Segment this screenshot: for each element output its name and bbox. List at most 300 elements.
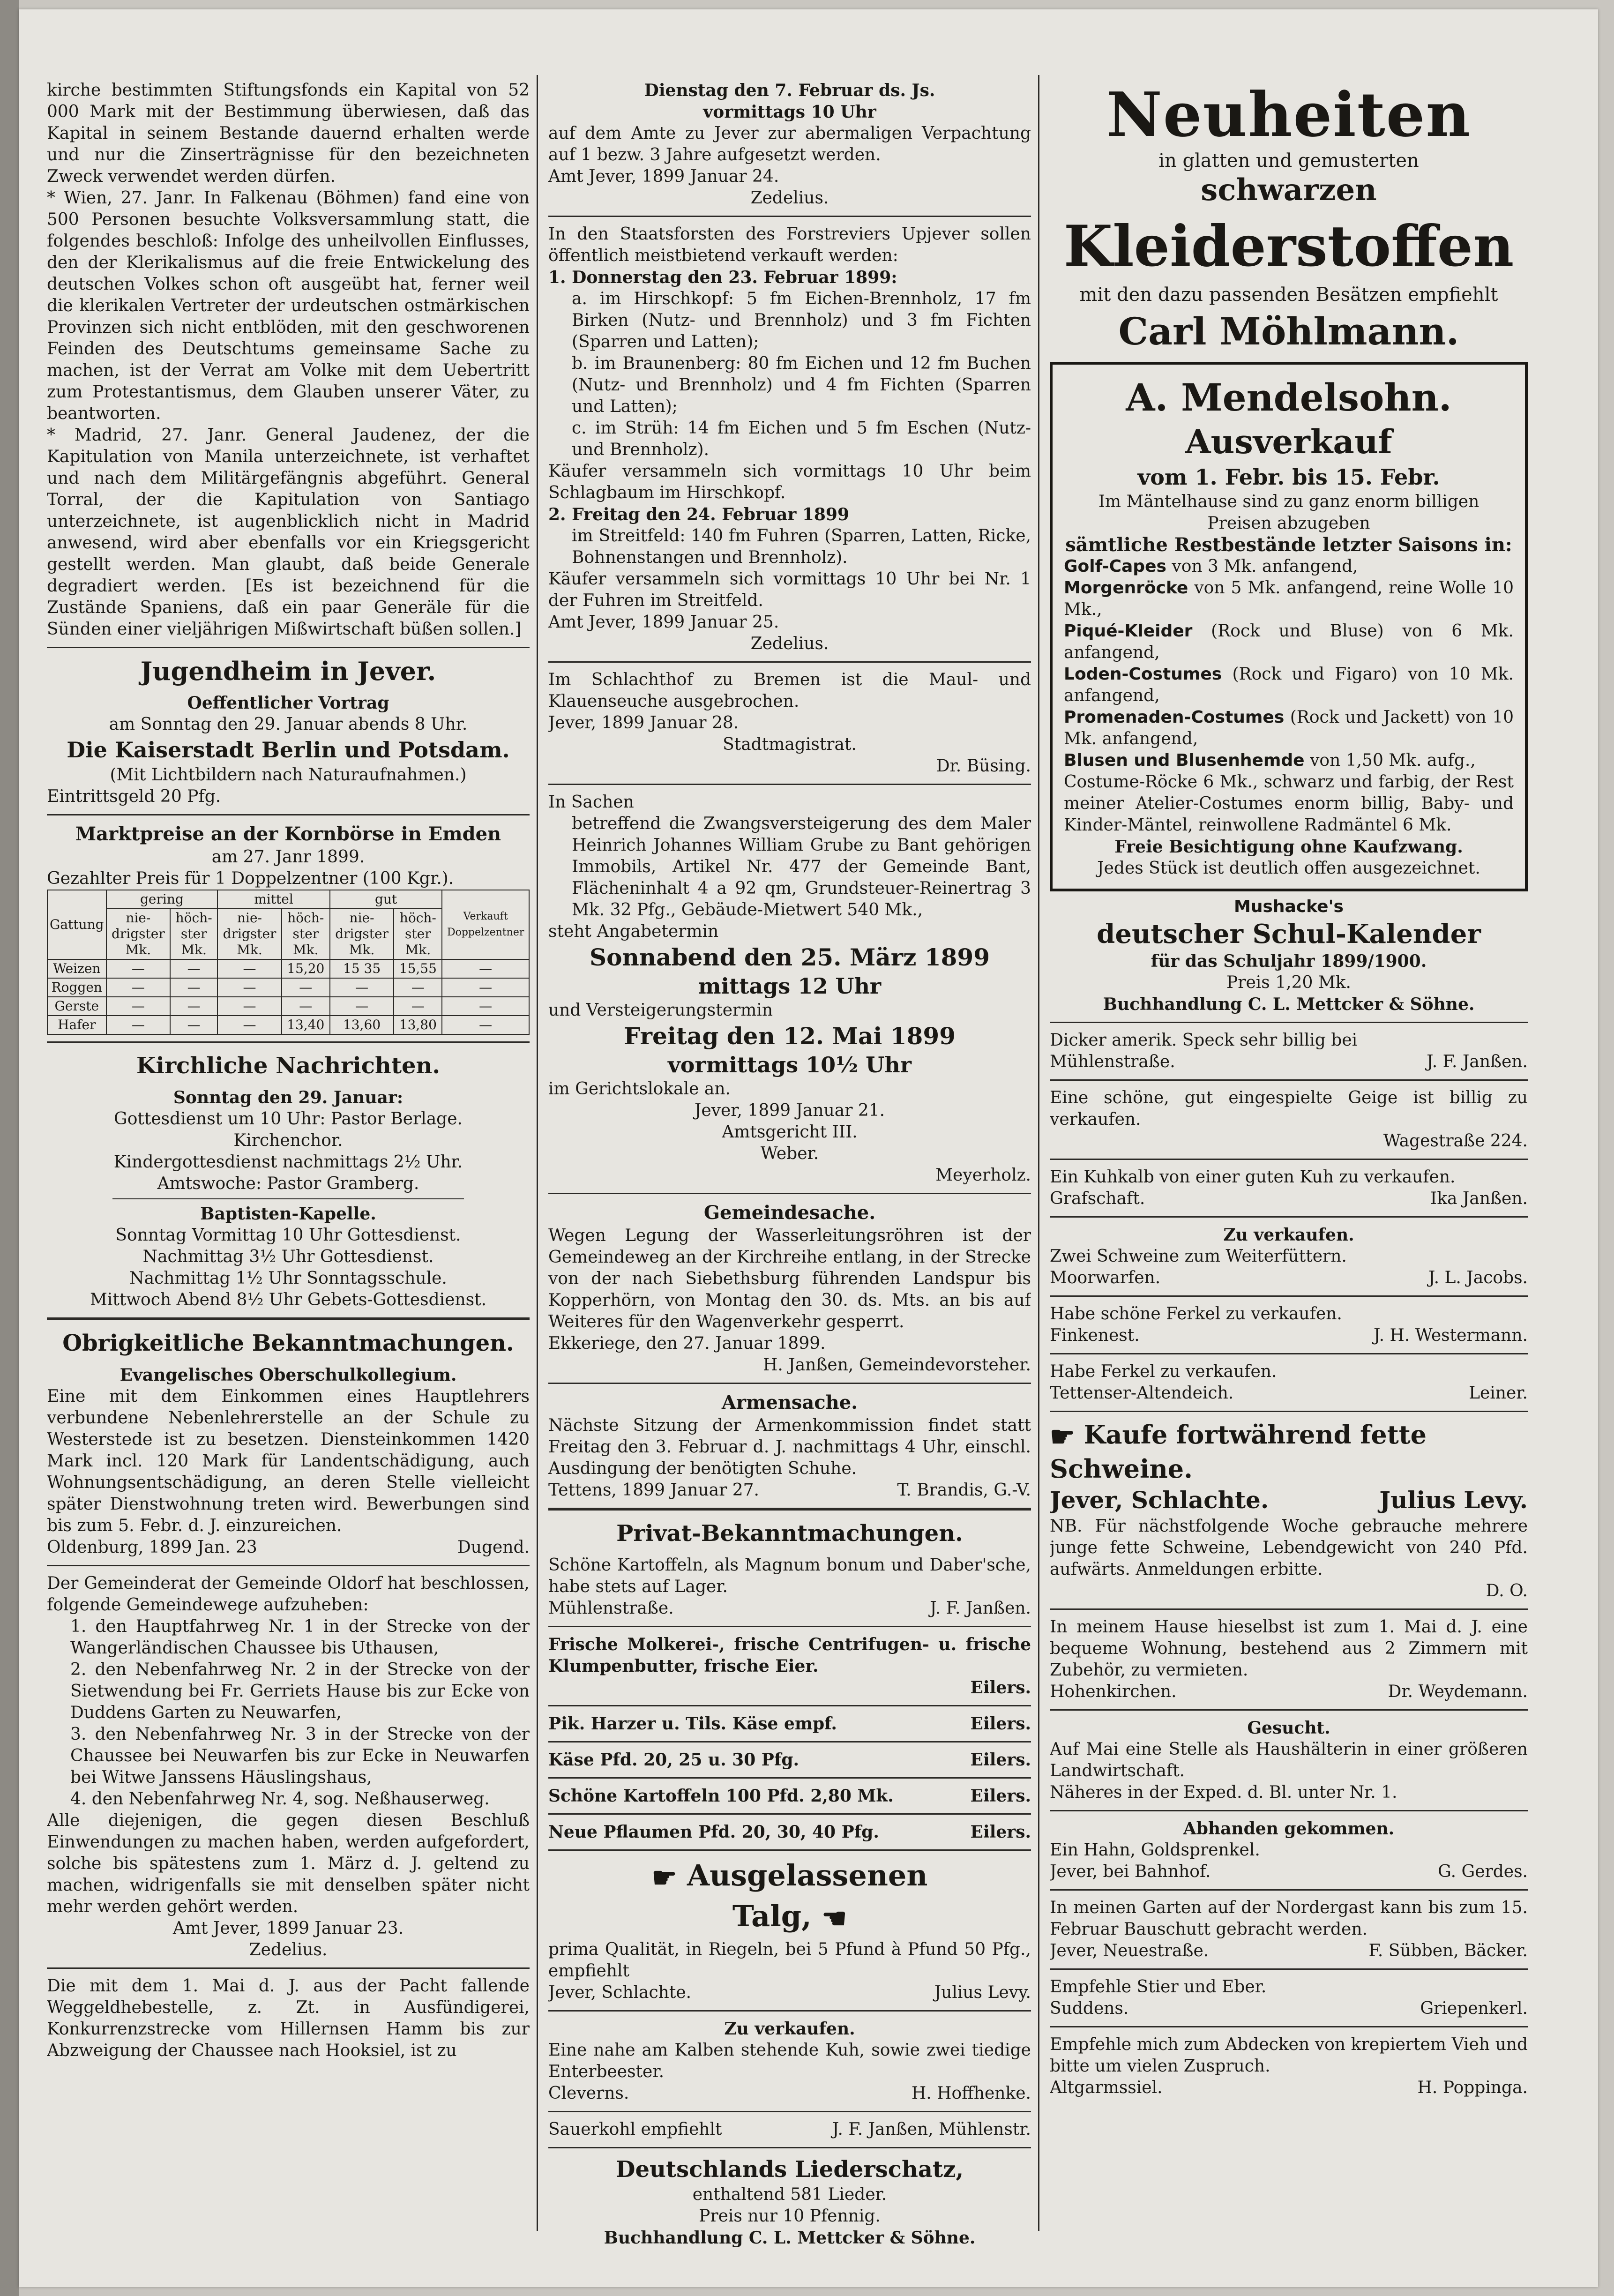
ad-signer: Griepenkerl. — [1420, 1998, 1528, 2018]
ad-signature — [1050, 1998, 1528, 2019]
ad-place: Cleverns. — [548, 2084, 629, 2103]
divider — [548, 1777, 1031, 1779]
pointing-hand-icon: ☛ — [1050, 1420, 1075, 1453]
notice-text: auf dem Amte zu Jever zur abermaligen Verpachtung auf 1 bezw. 3 Jahre aufgesetzt werden. — [548, 124, 1031, 165]
table-cell: — — [394, 978, 442, 997]
notice-text: Käufer versammeln sich vormittags 10 Uhr bei Nr. 1 der Fuhren im Streitfeld. — [548, 569, 1031, 610]
list-item: b. im Braunenberg: 80 fm Eichen und 12 fm Buchen (Nutz- und Brennholz) und 4 fm Fichten (Sparren und Latten); — [572, 354, 1031, 416]
ad-title: Gesucht. — [1247, 1718, 1330, 1738]
ad-signature — [1050, 2077, 1528, 2099]
ad-headline: Ausverkauf — [1185, 422, 1392, 461]
table-cell: 15 35 — [330, 959, 394, 978]
notice-place: Jever, 1899 Januar 28. — [548, 713, 739, 733]
table-cell: — — [106, 1016, 171, 1034]
notice-signer: Weber. — [760, 1144, 819, 1163]
notice-place: Amt Jever, 1899 Januar 24. — [548, 167, 779, 186]
church-line: Kindergottesdienst nachmittags 2½ Uhr. — [113, 1152, 463, 1172]
ad-text: In meinen Garten auf der Nordergast kann bis zum 15. Februar Bauschutt gebracht werden. — [1050, 1898, 1528, 1939]
notice-text: betreffend die Zwangsversteigerung des dem Maler Heinrich Johannes William Grube zu Bant gehörigen Immobils, Artikel Nr. 477 der Gemeinde Bant, Flächeninhalt 4 a 92 qm, Grundsteuer-Reinertrag 3 Mk. 32 Pfg., Gebäude-Mietwert 540 Mk., — [572, 814, 1031, 920]
market-price-table — [47, 890, 530, 1035]
divider — [1050, 1968, 1528, 1970]
notice-place: Amt Jever, 1899 Januar 23. — [172, 1919, 404, 1938]
ad-item-detail: von 1,50 Mk. aufg., — [1310, 751, 1476, 770]
notice-place: Tettens, 1899 Januar 27. — [548, 1481, 759, 1500]
notice-place: Oldenburg, 1899 Jan. 23 — [47, 1538, 257, 1557]
ad-place: Mühlenstraße. — [1050, 1052, 1175, 1071]
ad-item-name: Piqué-Kleider — [1064, 621, 1193, 641]
church-line: Gottesdienst um 10 Uhr: Pastor Berlage. — [114, 1109, 463, 1129]
table-header: Verkauft Doppelzentner — [442, 890, 529, 959]
ad-title: Abhanden gekommen. — [1183, 1818, 1395, 1839]
divider — [47, 1565, 530, 1566]
divider — [1050, 1022, 1528, 1023]
ad-item-detail: (Rock und Bluse) von 6 Mk. anfangend, — [1064, 621, 1514, 662]
ad-item — [1064, 577, 1514, 621]
ad-signer: Ika Janßen. — [1430, 1189, 1528, 1208]
divider — [47, 1967, 530, 1969]
church-sunday: Sonntag den 29. Januar: — [173, 1088, 404, 1107]
ad-signer: F. Sübben, Bäcker. — [1368, 1941, 1528, 1960]
ad-signer: Dr. Weydemann. — [1388, 1682, 1528, 1701]
ad-place: Wagestraße 224. — [1383, 1131, 1528, 1151]
divider — [548, 1741, 1031, 1743]
list-item: 2. den Nebenfahrweg Nr. 2 in der Strecke von der Sietwendung bei Fr. Gerriets Hause bis zur Ecke von Duddens Garten zu Neuwarfen, — [70, 1660, 530, 1722]
pointing-hand-icon: ☛ — [651, 1862, 677, 1894]
notice-signature — [47, 1537, 530, 1558]
notice-place: Amt Jever, 1899 Januar 25. — [548, 613, 779, 632]
ad-place: Jever, Schlachte. — [1050, 1486, 1269, 1514]
ad-text: Dicker amerik. Speck sehr billig bei — [1050, 1031, 1358, 1050]
church-line: Amtswoche: Pastor Gramberg. — [157, 1174, 419, 1193]
divider — [548, 784, 1031, 785]
ad-title — [548, 1857, 1031, 1896]
ad-signature — [1050, 1861, 1528, 1883]
ad-text: Preis nur 10 Pfennig. — [699, 2206, 881, 2226]
market-date: am 27. Janr 1899. — [211, 847, 365, 867]
ad-place: Altgarmssiel. — [1050, 2078, 1163, 2097]
table-cell: 13,60 — [330, 1016, 394, 1034]
table-header: Gattung — [47, 890, 106, 959]
ad-signer: J. F. Janßen. — [930, 1599, 1031, 1618]
ad-title — [548, 1898, 1031, 1937]
ad-headline: Kleiderstoffen — [1063, 213, 1514, 279]
table-row — [47, 997, 529, 1016]
baptist-line: Sonntag Vormittag 10 Uhr Gottesdienst. — [115, 1226, 461, 1245]
notice-text: Im Schlachthof zu Bremen ist die Maul- und Klauenseuche ausgebrochen. — [548, 670, 1031, 711]
ad-title: Zu verkaufen. — [1223, 1225, 1354, 1245]
ad-text: Frische Molkerei-, frische Centrifugen- u. frische Klumpenbutter, frische Eier. — [548, 1635, 1031, 1676]
table-cell: Roggen — [47, 978, 106, 997]
ad-line — [548, 1821, 1031, 1843]
church-title: Kirchliche Nachrichten. — [136, 1053, 441, 1079]
ad-text: Pik. Harzer u. Tils. Käse empf. — [548, 1714, 837, 1734]
table-row — [47, 978, 529, 997]
auction-date: Sonnabend den 25. März 1899 — [589, 943, 990, 971]
ad-place: Grafschaft. — [1050, 1189, 1145, 1208]
ad-item — [1064, 750, 1514, 771]
notice-signer: Dr. Büsing. — [936, 756, 1031, 776]
notice-org: Amtsgericht III. — [722, 1122, 858, 1142]
divider — [1050, 1889, 1528, 1891]
table-cell: — — [217, 1016, 282, 1034]
table-cell: — — [282, 978, 330, 997]
divider — [548, 2147, 1031, 2148]
ad-place: Finkenest. — [1050, 1326, 1140, 1345]
ad-text: Costume-Röcke 6 Mk., schwarz und farbig, der Rest meiner Atelier-Costumes enorm billig, Baby- und Kinder-Mäntel, reinwollene Radmäntel 6 Mk. — [1064, 772, 1514, 835]
ad-fee: Eintrittsgeld 20 Pfg. — [47, 787, 221, 806]
notice-time: vormittags 10 Uhr — [703, 102, 876, 122]
notice-signer: T. Brandis, G.-V. — [897, 1481, 1031, 1500]
notice-signer: Meyerholz. — [935, 1166, 1031, 1185]
divider — [548, 2010, 1031, 2012]
table-cell: — — [282, 997, 330, 1016]
ad-text: für das Schuljahr 1899/1900. — [1151, 951, 1427, 971]
divider — [548, 1626, 1031, 1627]
news-paragraph: kirche bestimmten Stiftungsfonds ein Kapital von 52 000 Mark mit der Bestimmung überwiesen, daß das Kapital in seinem Bestande dauernd erhalten werde und nur die Zinserträgnisse für den bezeichneten Zweck verwendet werden dürfen. — [47, 81, 530, 186]
notice-label: In Sachen — [548, 793, 634, 812]
section-title: Armensache. — [721, 1391, 858, 1413]
notice-text: Der Gemeinderat der Gemeinde Oldorf hat beschlossen, folgende Gemeindewege aufzuheben: — [47, 1574, 530, 1615]
table-header: gut — [330, 890, 442, 909]
baptist-line: Mittwoch Abend 8½ Uhr Gebets-Gottesdienst. — [90, 1290, 487, 1309]
ad-line — [548, 1785, 1031, 1807]
table-cell: — — [330, 997, 394, 1016]
ad-text: Schöne Kartoffeln 100 Pfd. 2,80 Mk. — [548, 1786, 894, 1806]
table-cell: — — [170, 978, 217, 997]
notice-signature — [548, 1480, 1031, 1501]
column-divider — [537, 75, 538, 2231]
table-cell: Hafer — [47, 1016, 106, 1034]
divider — [548, 1508, 1031, 1511]
ad-item — [1064, 621, 1514, 664]
list-item: c. im Strüh: 14 fm Eichen und 5 fm Eschen (Nutz- und Brennholz). — [572, 419, 1031, 459]
table-cell: — — [217, 959, 282, 978]
ad-line — [548, 1713, 1031, 1735]
ad-headline: deutscher Schul-Kalender — [1097, 919, 1481, 950]
ad-signature — [1050, 1681, 1528, 1703]
divider — [548, 1705, 1031, 1706]
ad-text: Neue Pflaumen Pfd. 20, 30, 40 Pfg. — [548, 1822, 879, 1842]
baptist-line: Nachmittag 3½ Uhr Gottesdienst. — [142, 1247, 434, 1266]
table-cell: Gerste — [47, 997, 106, 1016]
table-cell: 13,80 — [394, 1016, 442, 1034]
divider — [1050, 1411, 1528, 1412]
ad-signer: J. F. Janßen, Mühlenstr. — [832, 2120, 1031, 2139]
ad-text: Ein Hahn, Goldsprenkel. — [1050, 1840, 1260, 1860]
table-header: höch-ster Mk. — [394, 909, 442, 959]
notice-title: Evangelisches Oberschulkollegium. — [120, 1365, 457, 1385]
ad-signer: Carl Möhlmann. — [1118, 309, 1459, 353]
ad-text: in glatten und gemusterten — [1158, 150, 1419, 172]
ad-date: am Sonntag den 29. Januar abends 8 Uhr. — [109, 715, 468, 734]
column-3 — [1050, 80, 1528, 2099]
table-header: nie-drigster Mk. — [217, 909, 282, 959]
divider — [548, 1193, 1031, 1194]
table-cell: — — [217, 997, 282, 1016]
ad-headline: Neuheiten — [1106, 80, 1471, 150]
ad-item-detail: (Rock und Jackett) von 10 Mk. anfangend, — [1064, 708, 1514, 748]
table-cell: — — [442, 959, 529, 978]
ad-text: Ein Kuhkalb von einer guten Kuh zu verkaufen. — [1050, 1167, 1456, 1187]
ad-title: Deutschlands Liederschatz, — [615, 2156, 964, 2183]
divider — [47, 814, 530, 815]
ad-signer: Buchhandlung C. L. Mettcker & Söhne. — [1103, 995, 1475, 1014]
ad-topic: Die Kaiserstadt Berlin und Potsdam. — [67, 737, 510, 763]
ad-title-text: Talg, — [732, 1899, 812, 1933]
ad-text: enthaltend 581 Lieder. — [692, 2185, 887, 2204]
auction-time: mittags 12 Uhr — [698, 973, 882, 999]
notice-signature — [548, 1333, 1031, 1354]
ad-text: Käse Pfd. 20, 25 u. 30 Pfg. — [548, 1750, 800, 1770]
ad-text: Habe Ferkel zu verkaufen. — [1050, 1362, 1277, 1381]
notice-text: In den Staatsforsten des Forstreviers Upjever sollen öffentlich meistbietend verkauft werden: — [548, 224, 1031, 265]
divider — [47, 647, 530, 648]
ad-text: Empfehle Stier und Eber. — [1050, 1977, 1267, 1997]
divider — [548, 216, 1031, 217]
ad-signer: Eilers. — [970, 1678, 1031, 1698]
ad-signer: G. Gerdes. — [1438, 1862, 1528, 1881]
adjacent-page-edge — [0, 0, 19, 2296]
list-item: 1. den Hauptfahrweg Nr. 1 in der Strecke von der Wangerländischen Chaussee bis Uthausen, — [70, 1617, 530, 1658]
ad-text: Schöne Kartoffeln, als Magnum bonum und Daber'sche, habe stets auf Lager. — [548, 1556, 1031, 1596]
ad-place: Mühlenstraße. — [548, 1599, 674, 1618]
ad-signer: H. Poppinga. — [1417, 2078, 1528, 2097]
ad-signature — [1050, 1485, 1528, 1516]
notice-place: Ekkeriege, den 27. Januar 1899. — [548, 1334, 826, 1353]
notice-signer: H. Janßen, Gemeindevorsteher. — [763, 1355, 1031, 1375]
divider — [548, 1849, 1031, 1851]
notice-signer: Dugend. — [457, 1538, 530, 1557]
ad-signer: Julius Levy. — [934, 1983, 1031, 2002]
table-header: nie-drigster Mk. — [330, 909, 394, 959]
ad-text: Im Mäntelhause sind zu ganz enorm billigen Preisen abzugeben — [1098, 492, 1480, 533]
ad-signer: Eilers. — [970, 1750, 1031, 1770]
notice-text: Eine mit dem Einkommen eines Hauptlehrers verbundene Nebenlehrerstelle an der Schule zu Westerstede ist zu besetzen. Diensteinkommen 1420 Mark incl. 120 Mark für Landentschädigung, auch Wohnungsentschädigung, an deren Stelle vielleicht später Dienstwohnung treten wird. Bewerbungen sind bis zum 5. Febr. d. J. einzureichen. — [47, 1387, 530, 1535]
ad-signer: J. H. Westermann. — [1373, 1326, 1528, 1345]
ad-item-name: Promenaden-Costumes — [1064, 708, 1285, 727]
ad-text: Empfehle mich zum Abdecken von krepiertem Vieh und bitte um vielen Zuspruch. — [1050, 2034, 1528, 2076]
table-row — [47, 959, 529, 978]
ad-signature — [548, 2083, 1031, 2104]
ad-item-name: Golf-Capes — [1064, 557, 1166, 576]
ad-signer: Eilers. — [970, 1822, 1031, 1842]
ad-text: NB. Für nächstfolgende Woche gebrauche mehrere junge fette Schweine, Lebendgewicht von 240 Pfd. aufwärts. Anmeldungen erbitte. — [1050, 1516, 1528, 1579]
ad-text: In meinem Hause hieselbst ist zum 1. Mai d. J. eine bequeme Wohnung, bestehend aus 2 Zimmern mit Zubehör, zu vermieten. — [1050, 1617, 1528, 1680]
table-cell: 15,20 — [282, 959, 330, 978]
ad-signer: H. Hoffhenke. — [911, 2084, 1031, 2103]
notice-text: im Gerichtslokale an. — [548, 1079, 731, 1099]
market-title: Marktpreise an der Kornbörse in Emden — [75, 823, 501, 845]
notice-label: steht Angabetermin — [548, 922, 719, 941]
ad-signer: Leiner. — [1469, 1384, 1528, 1403]
notice-signer: Zedelius. — [750, 634, 829, 653]
ad-signer: D. O. — [1486, 1581, 1528, 1600]
section-title: Gemeindesache. — [703, 1202, 876, 1224]
ad-dates: vom 1. Febr. bis 15. Febr. — [1137, 464, 1440, 490]
ad-item-detail: (Rock und Figaro) von 10 Mk. anfangend, — [1064, 665, 1514, 705]
divider — [1050, 1216, 1528, 1218]
table-header: mittel — [217, 890, 330, 909]
ad-headline: Schweine. — [1050, 1453, 1193, 1484]
table-cell: — — [442, 997, 529, 1016]
ad-place: Jever, Neuestraße. — [1050, 1941, 1209, 1960]
ad-line — [548, 2119, 1031, 2140]
notice-text: Die mit dem 1. Mai d. J. aus der Pacht fallende Weggeldhebestelle, z. Zt. in Ausfündigerei, Konkurrenzstrecke vom Hillernsen Hamm bis zur Abzweigung der Chaussee nach Hooksiel, ist zu — [47, 1976, 530, 2060]
notice-signer: Zedelius. — [750, 188, 829, 208]
divider — [1050, 1608, 1528, 1610]
mendelsohn-ad-box — [1050, 362, 1528, 891]
divider — [548, 1813, 1031, 1815]
table-cell: — — [106, 959, 171, 978]
column-2 — [548, 80, 1031, 2249]
ad-item-detail: von 5 Mk. anfangend, reine Wolle 10 Mk., — [1064, 578, 1514, 619]
ad-signature — [1050, 1383, 1528, 1404]
ad-signer: Eilers. — [970, 1786, 1031, 1806]
ad-item-detail: von 3 Mk. anfangend, — [1172, 557, 1358, 576]
ad-item — [1064, 556, 1514, 577]
divider — [1050, 1709, 1528, 1711]
ad-text: Freie Besichtigung ohne Kaufzwang. — [1114, 837, 1463, 857]
ad-text: schwarzen — [1201, 172, 1377, 208]
ad-signature — [1050, 1325, 1528, 1346]
ad-signature — [1050, 1188, 1528, 1210]
ad-signature — [548, 1598, 1031, 1619]
newspaper-page — [19, 9, 1598, 2287]
list-item: 3. den Nebenfahrweg Nr. 3 in der Strecke von der Chaussee bei Neuwarfen bis zur Ecke in Neuwarfen bei Witwe Janssens Häuslingshaus, — [70, 1725, 530, 1787]
divider — [1050, 1159, 1528, 1160]
notice-date: 1. Donnerstag den 23. Februar 1899: — [548, 268, 897, 287]
ad-text: Auf Mai eine Stelle als Haushälterin in einer größeren Landwirtschaft. — [1050, 1739, 1528, 1780]
table-cell: — — [217, 978, 282, 997]
market-note: Gezahlter Preis für 1 Doppelzentner (100 Kgr.). — [47, 869, 454, 888]
notice-text: Wegen Legung der Wasserleitungsröhren ist der Gemeindeweg an der Kirchreihe entlang, in der Strecke von der nach Siebethsburg führenden Landspur bis Kopperhörn, von Montag den 30. ds. Mts. an bis auf Weiteres für den Wagenverkehr gesperrt. — [548, 1226, 1031, 1331]
ad-signer: Buchhandlung C. L. Mettcker & Söhne. — [604, 2228, 976, 2248]
ad-text: prima Qualität, in Riegeln, bei 5 Pfund à Pfund 50 Pfg., empfiehlt — [548, 1940, 1031, 1981]
auction-time: vormittags 10½ Uhr — [668, 1052, 912, 1077]
ad-headline — [1050, 1419, 1528, 1453]
baptist-title: Baptisten-Kapelle. — [200, 1204, 376, 1224]
column-1 — [47, 80, 530, 2062]
table-cell: — — [442, 1016, 529, 1034]
table-header: höch-ster Mk. — [170, 909, 217, 959]
notice-place: Jever, 1899 Januar 21. — [694, 1101, 885, 1120]
divider — [1050, 1079, 1528, 1081]
ad-text: Näheres in der Exped. d. Bl. unter Nr. 1. — [1050, 1782, 1397, 1802]
ad-item — [1064, 664, 1514, 707]
column-divider — [1038, 75, 1039, 2231]
notice-date: 2. Freitag den 24. Februar 1899 — [548, 505, 850, 524]
ad-text: Sauerkohl empfiehlt — [548, 2120, 722, 2139]
divider — [47, 1317, 530, 1320]
ad-signature — [1050, 1940, 1528, 1962]
ad-place: Jever, Schlachte. — [548, 1983, 692, 2002]
ad-signer: J. L. Jacobs. — [1428, 1268, 1528, 1287]
section-title: Privat-Bekanntmachungen. — [616, 1520, 963, 1547]
ad-note: (Mit Lichtbildern nach Naturaufnahmen.) — [110, 765, 467, 785]
divider — [548, 661, 1031, 663]
ad-title: Zu verkaufen. — [724, 2019, 855, 2039]
divider — [548, 1383, 1031, 1384]
divider — [548, 2111, 1031, 2112]
ad-signer: J. F. Janßen. — [1427, 1052, 1528, 1071]
ad-place: Tettenser-Altendeich. — [1050, 1384, 1234, 1403]
ad-signature — [548, 1982, 1031, 2004]
table-header: höch-ster Mk. — [282, 909, 330, 959]
ad-text: Mushacke's — [1234, 897, 1344, 916]
table-cell: — — [106, 997, 171, 1016]
divider — [1050, 1353, 1528, 1354]
ad-title-text: Ausgelassenen — [687, 1858, 928, 1892]
table-header: gering — [106, 890, 218, 909]
news-paragraph: * Wien, 27. Janr. In Falkenau (Böhmen) fand eine von 500 Personen besuchte Volksversammlung statt, die folgendes beschloß: Infolge des unheilvollen Einflusses, den der Klerikalismus auf die freie Entwickelung des deutschen Volkes schon oft ausgeübt hat, ferner weil die klerikalen Vertreter der urdeutschen ostmärkischen Provinzen sich nicht entblöden, mit den geschworenen Feinden des Deutschtums gemeinsame Sache zu machen, ist der Verrat am Volke mit dem Uebertritt zum Protestantismus, dem Glauben unserer Väter, zu beantworten. — [47, 188, 530, 423]
notice-head: Dienstag den 7. Februar ds. Js. — [644, 81, 935, 100]
ad-text: Eine schöne, gut eingespielte Geige ist billig zu verkaufen. — [1050, 1088, 1528, 1129]
ad-text: Preis 1,20 Mk. — [1226, 973, 1351, 992]
list-item: a. im Hirschkopf: 5 fm Eichen-Brennholz, 17 fm Birken (Nutz- und Brennholz) und 3 fm Fichten (Sparren und Latten); — [572, 289, 1031, 352]
divider — [47, 1041, 530, 1043]
auction-date: Freitag den 12. Mai 1899 — [624, 1022, 956, 1050]
table-header: nie-drigster Mk. — [106, 909, 171, 959]
notice-text: Alle diejenigen, die gegen diesen Beschluß Einwendungen zu machen haben, werden aufgefordert, solche bis spätestens zum 1. März d. J. geltend zu machen, widrigenfalls sie mit denselben später nicht mehr werden gehört werden. — [47, 1811, 530, 1916]
table-cell: Weizen — [47, 959, 106, 978]
ad-text: Eine nahe am Kalben stehende Kuh, sowie zwei tiedige Enterbeester. — [548, 2041, 1031, 2081]
section-title: Obrigkeitliche Bekanntmachungen. — [62, 1330, 514, 1356]
divider — [1050, 2026, 1528, 2027]
ad-line — [548, 1749, 1031, 1771]
baptist-line: Nachmittag 1½ Uhr Sonntagsschule. — [129, 1269, 447, 1288]
ad-signature — [1050, 1051, 1528, 1073]
notice-text: Käufer versammeln sich vormittags 10 Uhr beim Schlagbaum im Hirschkopf. — [548, 462, 1031, 502]
table-cell: — — [394, 997, 442, 1016]
ad-item — [1064, 707, 1514, 750]
notice-org: Stadtmagistrat. — [723, 735, 857, 754]
table-cell: — — [170, 959, 217, 978]
table-cell: 13,40 — [282, 1016, 330, 1034]
table-cell: — — [330, 978, 394, 997]
divider — [1050, 1810, 1528, 1811]
ad-place: Moorwarfen. — [1050, 1268, 1161, 1287]
ad-item-name: Loden-Costumes — [1064, 665, 1222, 684]
list-item: im Streitfeld: 140 fm Fuhren (Sparren, Latten, Ricke, Bohnenstangen und Brennholz). — [572, 526, 1031, 567]
table-cell: — — [442, 978, 529, 997]
ad-item-name: Blusen und Blusenhemde — [1064, 751, 1305, 770]
ad-text: Jedes Stück ist deutlich offen ausgezeichnet. — [1097, 859, 1480, 878]
ad-text: Zwei Schweine zum Weiterfüttern. — [1050, 1247, 1347, 1266]
news-paragraph: * Madrid, 27. Janr. General Jaudenez, der die Kapitulation von Manila unterzeichnete, ist verhaftet und nach dem Militärgefängnis abgeführt. General Torral, der die Kapitulation von Santiago unterzeichnete, ist augenblicklich nicht in Madrid anwesend, wird aber ebenfalls vor ein Kriegsgericht gestellt werden. Man glaubt, daß beide Generale degradiert werden. [Es ist bezeichnend für die Zustände Spaniens, daß ein paar Generäle für die Sünden einer vieljährigen Mißwirtschaft büßen sollen.] — [47, 426, 530, 639]
notice-label: und Versteigerungstermin — [548, 1001, 773, 1020]
ad-subtitle: Oeffentlicher Vortrag — [187, 693, 389, 713]
ad-place: Hohenkirchen. — [1050, 1682, 1177, 1701]
ad-text: Habe schöne Ferkel zu verkaufen. — [1050, 1304, 1342, 1324]
divider — [112, 1198, 464, 1199]
ad-title: Jugendheim in Jever. — [140, 656, 436, 686]
ad-place: Suddens. — [1050, 1998, 1129, 2018]
table-cell: — — [170, 1016, 217, 1034]
table-cell: — — [106, 978, 171, 997]
ad-text: mit den dazu passenden Besätzen empfiehlt — [1079, 284, 1498, 306]
ad-headline: A. Mendelsohn. — [1126, 375, 1452, 419]
pointing-hand-icon: ☚ — [822, 1902, 847, 1935]
table-cell: — — [170, 997, 217, 1016]
ad-signer: Julius Levy. — [1379, 1486, 1528, 1514]
divider — [1050, 1295, 1528, 1297]
list-item: 4. den Nebenfahrweg Nr. 4, sog. Neßhauserweg. — [70, 1789, 490, 1809]
ad-signature — [1050, 1267, 1528, 1289]
ad-headline-text: Kaufe fortwährend fette — [1083, 1420, 1427, 1450]
notice-text: Nächste Sitzung der Armenkommission findet statt Freitag den 3. Februar d. J. nachmittags 4 Uhr, einschl. Ausdingung der benötigten Schuhe. — [548, 1416, 1031, 1478]
ad-signer: Eilers. — [970, 1714, 1031, 1734]
table-row — [47, 1016, 529, 1034]
